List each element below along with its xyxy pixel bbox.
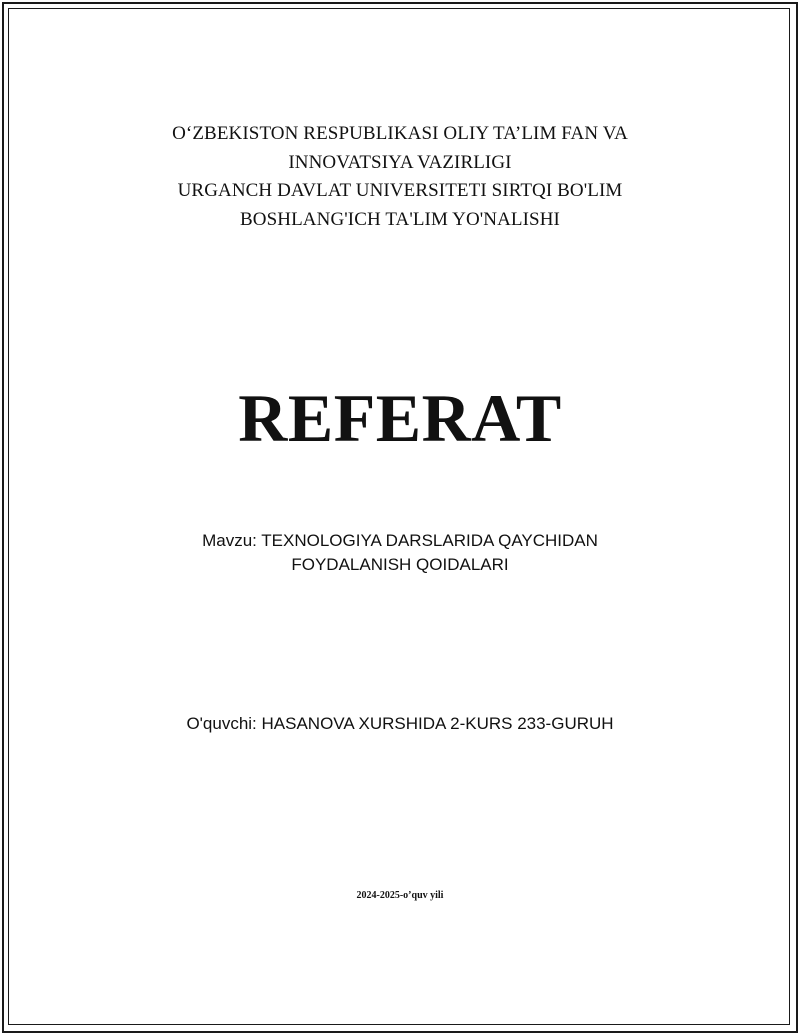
student-info: O'quvchi: HASANOVA XURSHIDA 2-KURS 233-GURUH — [186, 714, 614, 733]
topic-line-2: FOYDALANISH QOIDALARI — [291, 555, 509, 574]
institution-header — [0, 120, 800, 234]
header-line-4: BOSHLANG'ICH TA'LIM YO'NALISHI — [240, 208, 560, 230]
topic-block — [0, 529, 800, 577]
header-line-1: O‘ZBEKISTON RESPUBLIKASI OLIY TA’LIM FAN VA — [172, 123, 628, 144]
topic-line-1: Mavzu: TEXNOLOGIYA DARSLARIDA QAYCHIDAN — [202, 531, 598, 550]
header-line-3: URGANCH DAVLAT UNIVERSITETI SIRTQI BO'LIM — [177, 180, 623, 201]
document-title: REFERAT — [238, 380, 562, 456]
academic-year: 2024-2025-o’quv yili — [356, 890, 444, 901]
header-line-2: INNOVATSIYA VAZIRLIGI — [288, 151, 512, 173]
